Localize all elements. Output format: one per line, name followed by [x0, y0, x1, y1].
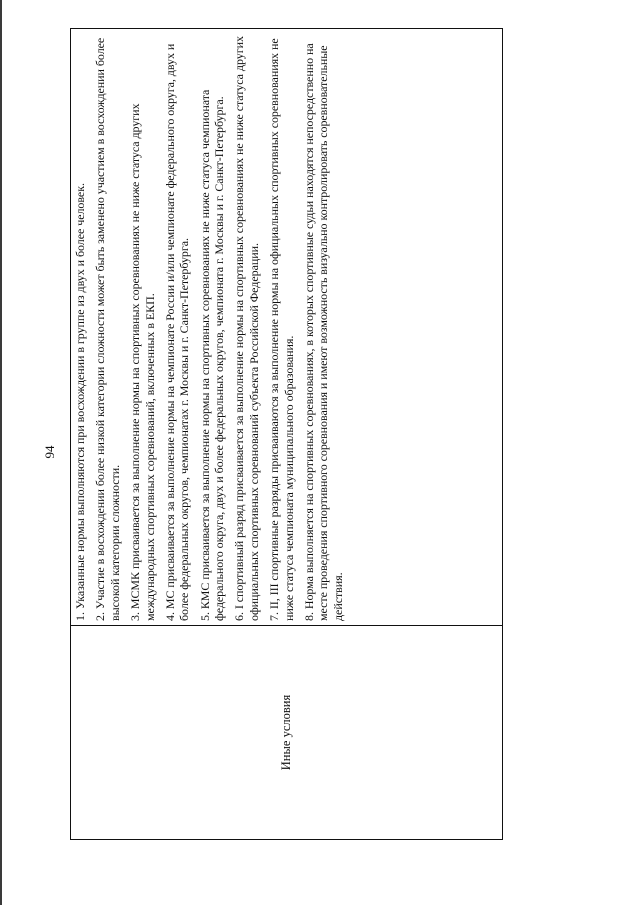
- table-content-cell: [71, 29, 502, 625]
- condition-item: 8. Норма выполняется на спортивных соревнованиях, в которых спортивные судьи находятся непосредственно на месте проведения спортивного соревнования и имеют возможность визуально контролировать соревновательные действия.: [301, 43, 346, 621]
- condition-item: 1. Указанные нормы выполняются при восхождении в группе из двух и более человек.: [73, 183, 87, 621]
- scan-edge-line: [0, 0, 2, 905]
- condition-item: 7. II, III спортивные разряды присваиваются за выполнение нормы на официальных спортивных соревнованиях не ниже статуса чемпионата муниципального образования.: [267, 38, 296, 621]
- page-number: 94: [42, 445, 57, 459]
- condition-item: 2. Участие в восхождении более низкой категории сложности может быть заменено участием в восхождении более высокой категории сложности.: [93, 37, 122, 621]
- condition-item: 4. МС присваивается за выполнение нормы на чемпионате России и/или чемпионате федерального округа, двух и более федеральных округов, чемпионатах г. Москвы и г. Санкт-Петербурга.: [162, 43, 192, 621]
- conditions-table: [70, 28, 503, 840]
- table-label: Иные условия: [279, 694, 293, 771]
- condition-item: 3. МСМК присваивается за выполнение нормы на спортивных соревнованиях не ниже статуса других международных спортивных соревнований, включенных в ЕКП.: [127, 103, 157, 621]
- condition-item: 6. I спортивный разряд присваивается за выполнение нормы на спортивных соревнованиях не ниже статуса других официальных спортивных соревнований субъекта Российской Федерации.: [232, 36, 261, 621]
- table-label-cell: [71, 625, 502, 839]
- condition-item: 5. КМС присваивается за выполнение нормы на спортивных соревнованиях не ниже статуса чемпионата федерального округа, двух и более федеральных округов, чемпионата г. Москвы и г. Санкт-Петербурга.: [197, 89, 227, 621]
